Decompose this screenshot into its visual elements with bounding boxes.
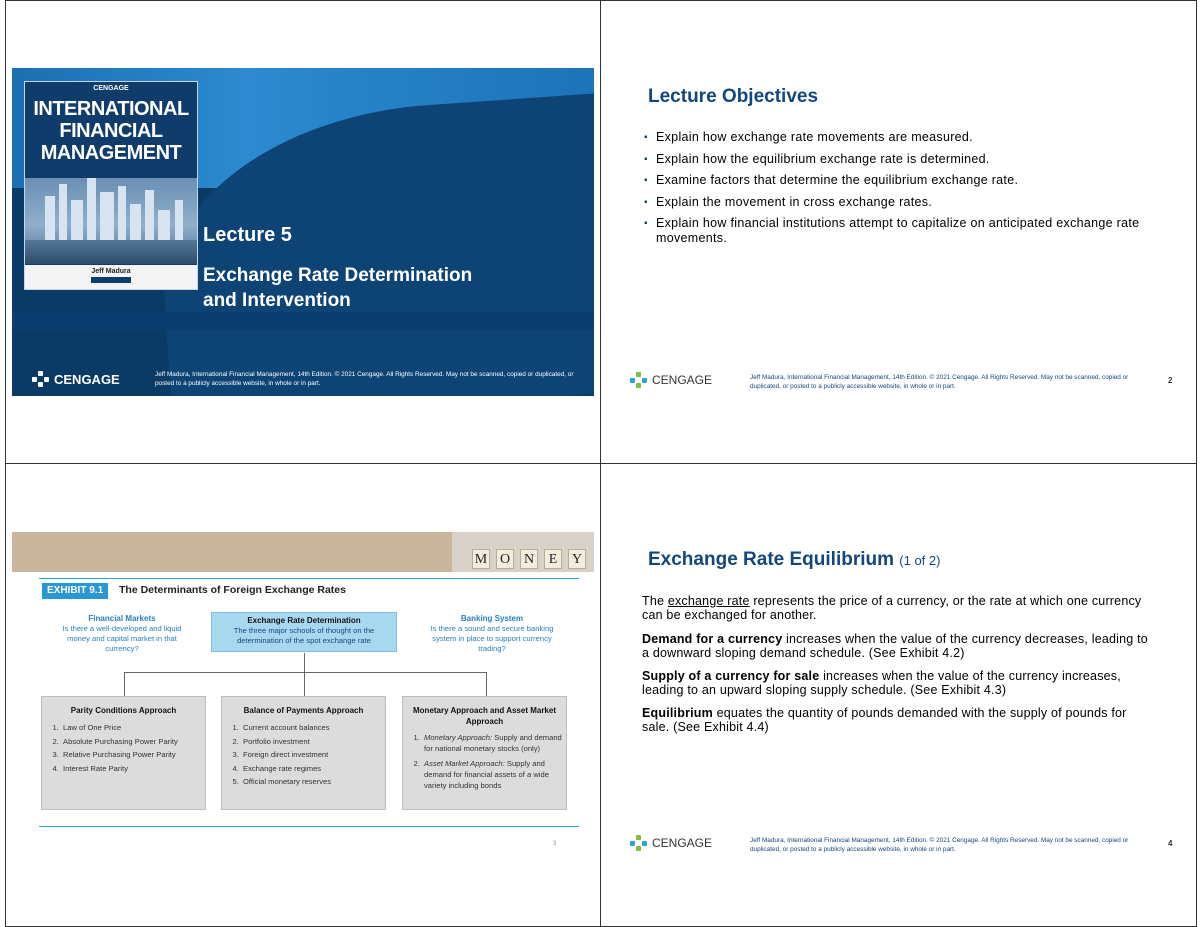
connector-line: [304, 672, 305, 696]
list-item: ▪ Explain how exchange rate movements are measured.: [644, 130, 1144, 145]
monetary-asset-market-box: Monetary Approach and Asset Market Approach 1. Monetary Approach: Supply and demand for national monetary stocks (only) 2. Asset Market Approach: Supply and demand for financial assets of a wide variety including bonds: [402, 696, 567, 810]
page-number: 2: [1168, 376, 1173, 385]
cover-title-line-1: INTERNATIONAL: [33, 98, 189, 120]
paragraph-equilibrium: Equilibrium equates the quantity of pounds demanded with the supply of pounds for sale. (See Exhibit 4.4): [642, 706, 1127, 734]
cover-title-line-3: MANAGEMENT: [40, 142, 182, 164]
list-item: ▪ Explain the movement in cross exchange rates.: [644, 195, 1144, 210]
cover-title-line-2: FINANCIAL: [59, 120, 163, 142]
cengage-logo: CENGAGE: [630, 835, 712, 851]
paragraph-demand: Demand for a currency increases when the value of the currency decreases, leading to a downward sloping demand schedule. (See Exhibit 4.2): [642, 632, 1148, 660]
slide-1-band: [12, 312, 594, 330]
page-number: 4: [1168, 839, 1173, 848]
tile: Y: [568, 549, 586, 569]
list-item: ▪ Explain how the equilibrium exchange rate is determined.: [644, 152, 1144, 167]
cengage-logo-icon: [630, 372, 648, 388]
slide-2-objectives: [612, 68, 1194, 396]
banking-system-label: Banking System Is there a sound and secure banking system in place to support currency trading?: [430, 614, 554, 653]
parity-conditions-box: Parity Conditions Approach 1. Law of One Price 2. Absolute Purchasing Power Parity 3. Relative Purchasing Power Parity 4. Interest Rate Parity: [41, 696, 206, 810]
page-number: 3: [553, 841, 557, 847]
cengage-logo: CENGAGE: [630, 372, 712, 388]
slide-1-title: [12, 68, 594, 396]
lecture-title: Exchange Rate Determination and Intervention: [203, 265, 473, 311]
exhibit-tag: EXHIBIT 9.1: [42, 583, 108, 599]
connector-line: [124, 672, 486, 673]
tile: E: [544, 549, 562, 569]
connector-line: [486, 672, 487, 696]
paragraph-exchange-rate: The exchange rate represents the price of a currency, or the rate at which one currency can be exchanged for another.: [642, 594, 1142, 622]
slide-heading: Exchange Rate Equilibrium (1 of 2): [648, 549, 941, 570]
cover-author: Jeff Madura: [25, 265, 197, 290]
financial-markets-label: Financial Markets Is there a well-developed and liquid money and capital market in that currency?: [62, 614, 182, 653]
list-item: ▪ Examine factors that determine the equilibrium exchange rate.: [644, 173, 1144, 188]
cengage-logo: CENGAGE: [32, 371, 120, 387]
cover-brand: CENGAGE: [93, 85, 129, 92]
connector-line: [304, 653, 305, 672]
lecture-number: Lecture 5: [203, 224, 292, 246]
paragraph-supply: Supply of a currency for sale increases when the value of the currency increases, leading to an upward sloping supply schedule. (See Exhibit 4.3): [642, 669, 1121, 697]
book-cover: [24, 81, 198, 290]
copyright-notice: Jeff Madura, International Financial Management, 14th Edition. © 2021 Cengage. All Rights Reserved. May not be scanned, copied or duplicated, or posted to a publicly accessible website, in whole or in part.: [155, 371, 574, 387]
money-tiles-image: [452, 532, 594, 572]
exchange-rate-determination-box: Exchange Rate Determination The three major schools of thought on the determination of the spot exchange rate: [211, 612, 397, 652]
connector-line: [124, 672, 125, 696]
balance-of-payments-box: Balance of Payments Approach 1. Current account balances 2. Portfolio investment 3. Foreign direct investment 4. Exchange rate regimes 5. Official monetary reserves: [221, 696, 386, 810]
tile: N: [520, 549, 538, 569]
exhibit-title: The Determinants of Foreign Exchange Rates: [119, 584, 346, 596]
grid-divider-horizontal: [5, 463, 1197, 464]
list-item: ▪ Explain how financial institutions attempt to capitalize on anticipated exchange rate movements.: [644, 216, 1144, 246]
copyright-notice: Jeff Madura, International Financial Management, 14th Edition. © 2021 Cengage. All Rights Reserved. May not be scanned, copied or duplicated, or posted to a publicly accessible website, in whole or in part.: [750, 374, 1129, 390]
tile: M: [472, 549, 490, 569]
slide-4-equilibrium: [612, 532, 1194, 860]
exhibit-bottom-rule: [39, 826, 579, 827]
objectives-list: [644, 130, 1144, 253]
cengage-logo-icon: [32, 371, 50, 387]
cengage-logo-icon: [630, 835, 648, 851]
slide-heading: Lecture Objectives: [648, 86, 819, 107]
cover-skyline-image: [25, 178, 198, 264]
copyright-notice: Jeff Madura, International Financial Management, 14th Edition. © 2021 Cengage. All Rights Reserved. May not be scanned, copied or duplicated, or posted to a publicly accessible website, in whole or in part.: [750, 837, 1129, 853]
tile: O: [496, 549, 514, 569]
exhibit-rule: [39, 578, 579, 579]
slide-3-exhibit: [12, 532, 594, 860]
